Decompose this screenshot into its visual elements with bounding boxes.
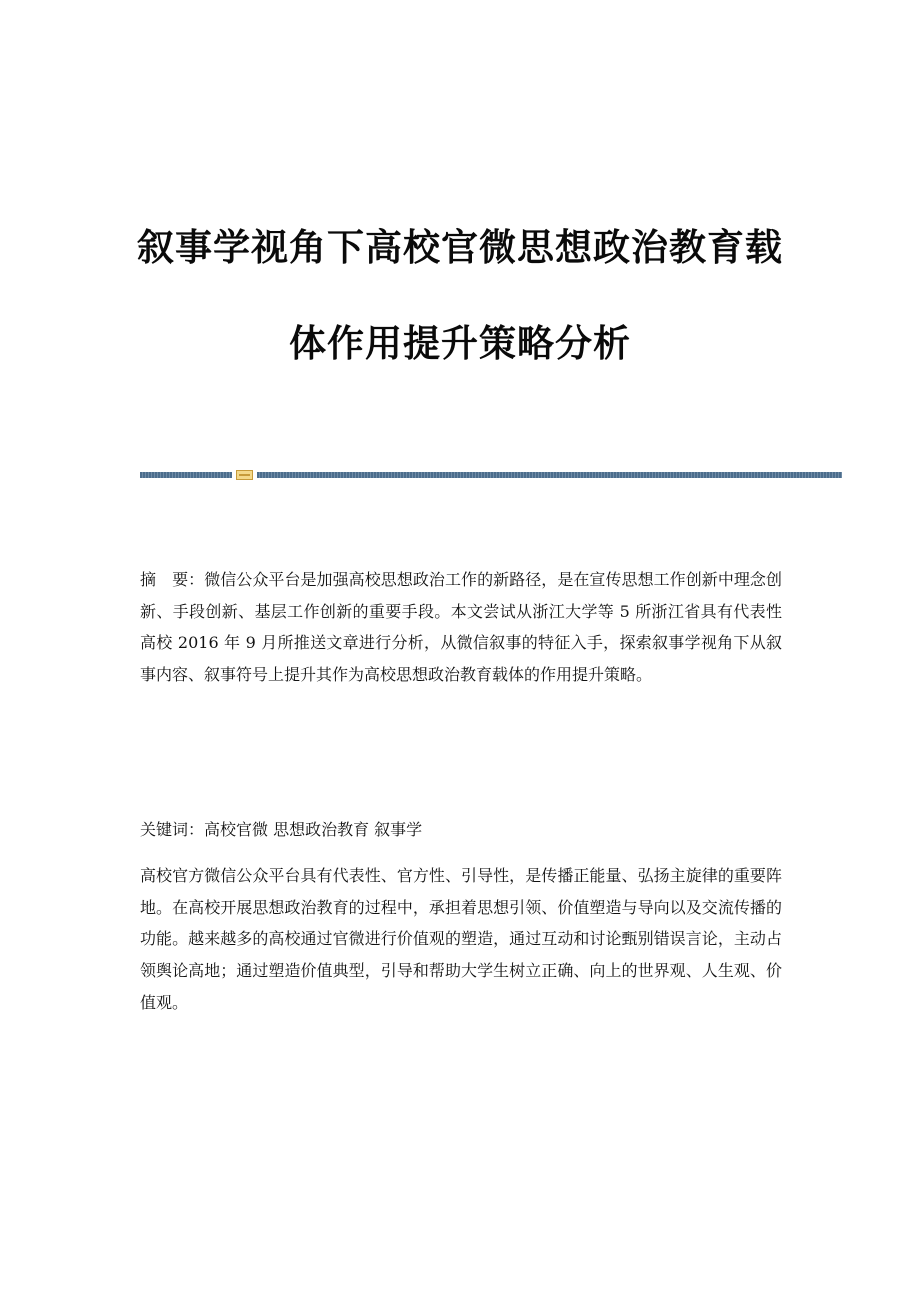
document-title-line-2: 体作用提升策略分析 <box>289 321 631 365</box>
document-title-line-1: 叙事学视角下高校官微思想政治教育载 <box>137 225 783 269</box>
body-paragraph: 高校官方微信公众平台具有代表性、官方性、引导性，是传播正能量、弘扬主旋律的重要阵地。在高校开展思想政治教育的过程中，承担着思想引领、价值塑造与导向以及交流传播的功能。越来越多的高校通过官微进行价值观的塑造，通过互动和讨论甄别错误言论，主动占领舆论高地；通过塑造价值典型，引导和帮助大学生树立正确、向上的世界观、人生观、价值观。 <box>140 866 782 1012</box>
keywords-line: 关键词：高校官微 思想政治教育 叙事学 <box>140 820 423 839</box>
abstract-paragraph: 摘 要：微信公众平台是加强高校思想政治工作的新路径，是在宣传思想工作创新中理念创新、手段创新、基层工作创新的重要手段。本文尝试从浙江大学等 5 所浙江省具有代表性高校 2016 年 9 月所推送文章进行分析，从微信叙事的特征入手，探索叙事学视角下从叙事内容、叙事符号上提升其作为高校思想政治教育载体的作用提升策略。 <box>140 570 782 685</box>
title-divider <box>140 470 842 480</box>
divider-ornament-icon <box>236 470 253 480</box>
divider-bar-right <box>257 472 842 478</box>
divider-bar-left <box>140 472 232 478</box>
